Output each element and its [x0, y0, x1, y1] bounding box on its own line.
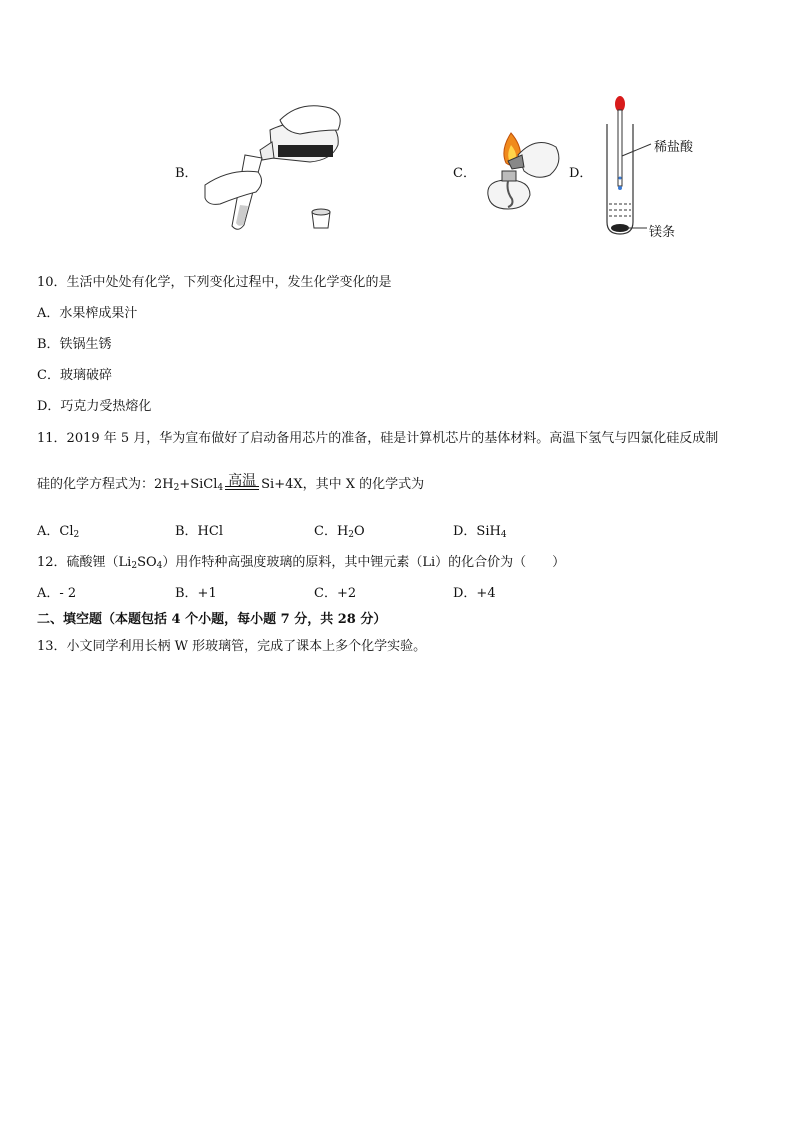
question-12-stem: 12．硫酸锂$(Li_2SO_4)$用作特种高强度玻璃的原料，其中锂元素（Li）的化合价为（ ） [37, 555, 566, 571]
question-11-option-b: B．HCl [175, 524, 223, 539]
question-11-stem: 11．2019 年 5 月，华为宣布做好了启动备用芯片的准备，硅是计算机芯片的基体材料。高温下氢气与四氯化硅反成制 [37, 431, 719, 446]
alcohol-lamp-figure [478, 125, 568, 220]
question-11-equation: 硅的化学方程式为：$2H_2+SiCl_4$ 高温 Si+4X，其中 X 的化学式为 [37, 473, 424, 493]
question-10-option-b: B．铁锅生锈 [37, 337, 112, 352]
question-12-option-a: A．- 2 [37, 586, 77, 601]
option-b-label: B． [175, 166, 198, 181]
question-13-stem: 13．小文同学利用长柄 W 形玻璃管，完成了课本上多个化学实验。 [37, 639, 427, 654]
question-10-option-d: D．巧克力受热熔化 [37, 399, 152, 414]
question-10-option-a: A．水果榨成果汁 [37, 306, 138, 321]
option-d-label: D． [569, 166, 593, 181]
pouring-liquid-figure [200, 100, 350, 235]
question-11-option-d: D．SiH$_4$ [453, 524, 507, 540]
question-10-stem: 10．生活中处处有化学，下列变化过程中，发生化学变化的是 [37, 275, 392, 290]
section-2-heading: 二、填空题（本题包括 4 个小题，每小题 7 分，共 28 分） [37, 612, 387, 627]
question-12-option-b: B．+1 [175, 586, 217, 601]
question-12-option-c: C．+2 [314, 586, 357, 601]
question-12-option-d: D．+4 [453, 586, 496, 601]
question-11-option-a: A．$Cl_2$ [37, 524, 80, 540]
magnesium-ribbon-label: 镁条 [649, 225, 676, 240]
question-11-option-c: C．$H_2O$ [314, 524, 365, 540]
dilute-hcl-label: 稀盐酸 [654, 140, 694, 155]
question-10-option-c: C．玻璃破碎 [37, 368, 112, 383]
magnesium-acid-figure [595, 94, 710, 242]
option-c-label: C． [453, 166, 476, 181]
high-temperature-label: 高温 [228, 473, 257, 489]
